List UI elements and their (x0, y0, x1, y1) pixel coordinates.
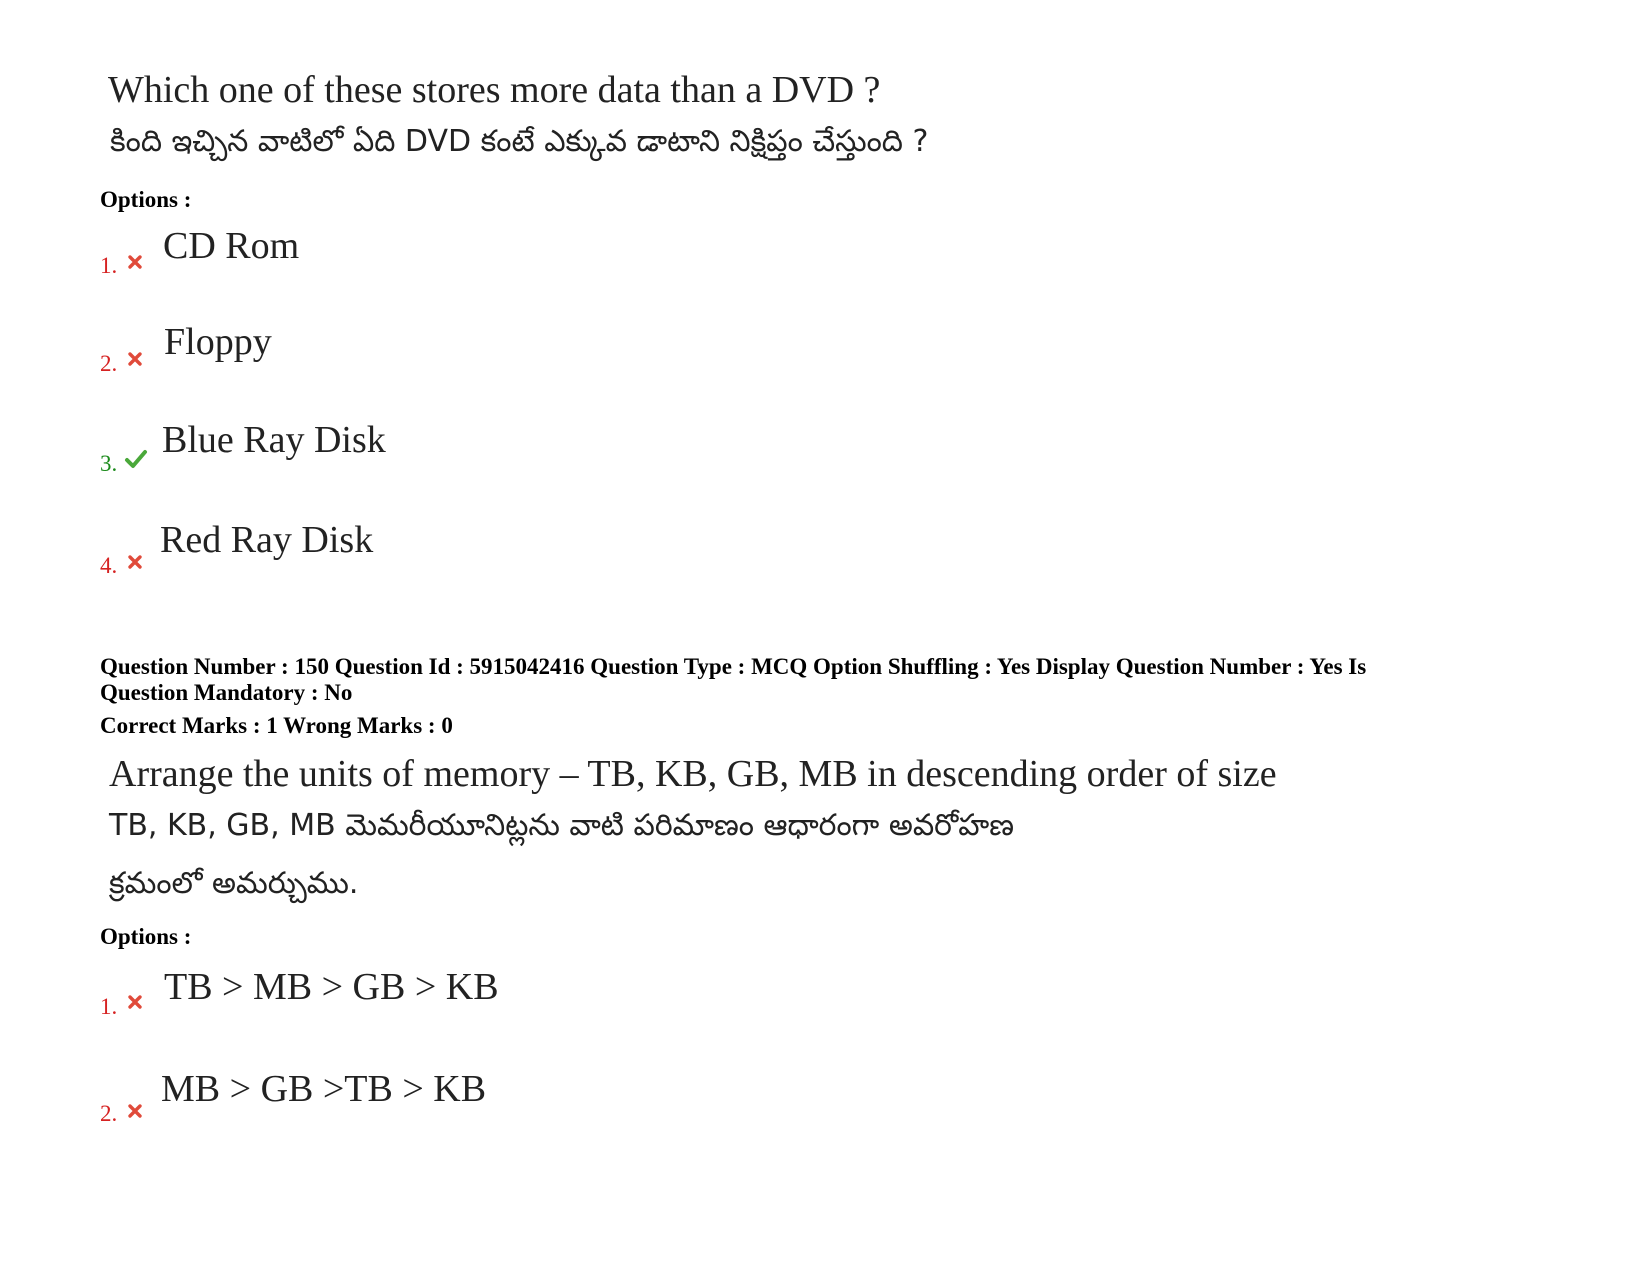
option-number: 4. (100, 553, 118, 578)
question-text-telugu-line1: TB, KB, GB, MB మెమరీయూనిట్లను వాటి పరిమాణం ఆధారంగా అవరోహణ (109, 808, 1015, 843)
question-text-english: Arrange the units of memory – TB, KB, GB, MB in descending order of size (109, 753, 1277, 795)
option-text: Blue Ray Disk (162, 419, 386, 461)
question-meta-mandatory: Question Mandatory : No (100, 680, 353, 705)
options-label: Options : (100, 187, 192, 212)
cross-icon (127, 1103, 143, 1119)
option-text: TB > MB > GB > KB (164, 966, 499, 1008)
option-text: MB > GB >TB > KB (161, 1068, 487, 1110)
option-number: 1. (100, 994, 118, 1019)
cross-icon (127, 554, 143, 570)
option-text: Red Ray Disk (160, 519, 374, 561)
options-label: Options : (100, 924, 192, 949)
cross-icon (127, 254, 143, 270)
question-text-telugu-line2: క్రమంలో అమర్చుము. (109, 866, 359, 901)
option-number: 1. (100, 253, 118, 278)
option-number: 2. (100, 1101, 118, 1126)
option-text: Floppy (164, 321, 272, 363)
cross-icon (127, 994, 143, 1010)
option-number: 3. (100, 451, 118, 476)
option-text: CD Rom (163, 225, 300, 267)
question-marks: Correct Marks : 1 Wrong Marks : 0 (100, 713, 453, 738)
question-text-telugu: కింది ఇచ్చిన వాటిలో ఏది DVD కంటే ఎక్కువ డాటాని నిక్షిప్తం చేస్తుంది ? (110, 124, 929, 159)
check-icon (124, 449, 148, 469)
option-number: 2. (100, 351, 118, 376)
question-text-english: Which one of these stores more data than a DVD ? (108, 69, 881, 111)
question-meta: Question Number : 150 Question Id : 5915042416 Question Type : MCQ Option Shuffling : Yes Display Question Number : Yes Is (100, 654, 1367, 679)
cross-icon (127, 351, 143, 367)
